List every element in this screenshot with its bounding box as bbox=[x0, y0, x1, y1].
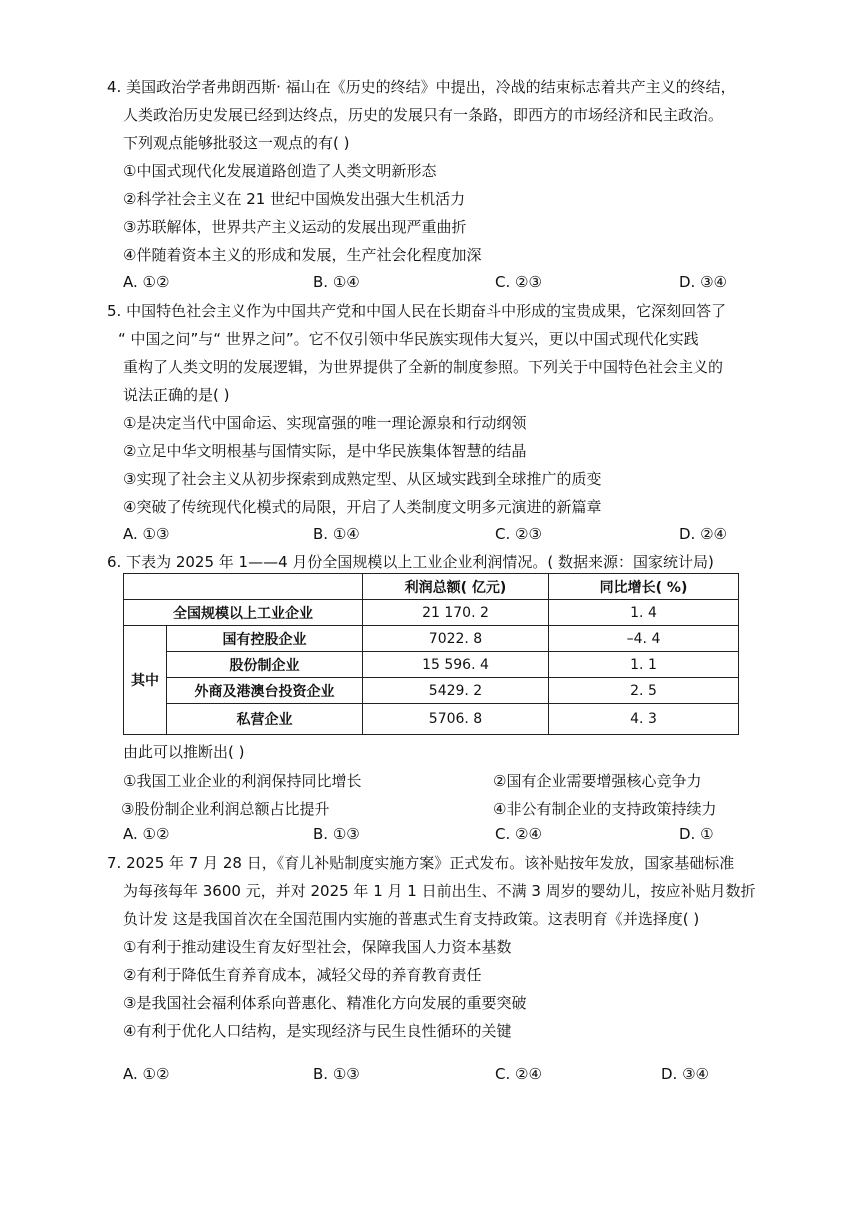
q5-statement-3: ③实现了社会主义从初步探索到成熟定型、从区域实践到全球推广的质变 bbox=[123, 470, 602, 488]
q4-option-b[interactable]: B. ①④ bbox=[313, 273, 360, 291]
q5-option-b[interactable]: B. ①④ bbox=[313, 525, 360, 543]
q4-option-a[interactable]: A. ①② bbox=[123, 273, 170, 291]
q5-stem-line-1: 5. 中国特色社会主义作为中国共产党和中国人民在长期奋斗中形成的宝贵成果，它深刻回答了 bbox=[107, 302, 727, 320]
table-row bbox=[124, 600, 739, 626]
table-cell-growth: 2. 5 bbox=[549, 678, 739, 704]
table-header-empty bbox=[124, 574, 363, 600]
table-cell-profit: 7022. 8 bbox=[363, 626, 549, 652]
q6-prompt: 由此可以推断出( ) bbox=[123, 743, 245, 761]
q5-stem-line-2: “ 中国之问”与“ 世界之问”。它不仅引领中华民族实现伟大复兴，更以中国式现代化实践 bbox=[118, 330, 699, 348]
q6-stem-line-1: 6. 下表为 2025 年 1——4 月份全国规模以上工业企业利润情况。( 数据来源：国家统计局) bbox=[107, 553, 714, 571]
q6-statement-1: ①我国工业企业的利润保持同比增长 bbox=[123, 772, 362, 790]
q5-statement-2: ②立足中华文明根基与国情实际，是中华民族集体智慧的结晶 bbox=[123, 442, 527, 460]
table-row bbox=[124, 678, 739, 704]
q4-statement-4: ④伴随着资本主义的形成和发展，生产社会化程度加深 bbox=[123, 246, 482, 264]
table-row bbox=[124, 652, 739, 678]
q4-option-d[interactable]: D. ③④ bbox=[679, 273, 727, 291]
q6-option-b[interactable]: B. ①③ bbox=[313, 825, 360, 843]
q4-statement-3: ③苏联解体，世界共产主义运动的发展出现严重曲折 bbox=[123, 218, 467, 236]
q4-statement-2: ②科学社会主义在 21 世纪中国焕发出强大生机活力 bbox=[123, 190, 466, 208]
table-cell-profit: 15 596. 4 bbox=[363, 652, 549, 678]
table-header-row bbox=[124, 574, 739, 600]
q4-option-c[interactable]: C. ②③ bbox=[495, 273, 542, 291]
q4-stem-line-2: 人类政治历史发展已经到达终点，历史的发展只有一条路，即西方的市场经济和民主政治。 bbox=[123, 106, 724, 124]
table-row bbox=[124, 704, 739, 735]
table-cell-growth: 1. 1 bbox=[549, 652, 739, 678]
table-cell-profit: 5429. 2 bbox=[363, 678, 549, 704]
q5-statement-4: ④突破了传统现代化模式的局限，开启了人类制度文明多元演进的新篇章 bbox=[123, 498, 602, 516]
table-header-profit: 利润总额( 亿元) bbox=[363, 574, 549, 600]
q7-option-a[interactable]: A. ①② bbox=[123, 1065, 170, 1083]
q7-stem-line-2: 为每孩每年 3600 元，并对 2025 年 1 月 1 日前出生、不满 3 周岁的婴幼儿，按应补贴月数折 bbox=[123, 882, 756, 900]
q7-option-b[interactable]: B. ①③ bbox=[313, 1065, 360, 1083]
q7-option-c[interactable]: C. ②④ bbox=[495, 1065, 542, 1083]
q7-stem-line-1: 7. 2025 年 7 月 28 日，《育儿补贴制度实施方案》正式发布。该补贴按年发放，国家基础标准 bbox=[107, 854, 735, 872]
q6-option-d[interactable]: D. ① bbox=[679, 825, 714, 843]
q5-options bbox=[123, 524, 743, 544]
table-cell-profit: 5706. 8 bbox=[363, 704, 549, 735]
q6-option-a[interactable]: A. ①② bbox=[123, 825, 170, 843]
q4-stem-line-1: 4. 美国政治学者弗朗西斯· 福山在《历史的终结》中提出，冷战的结束标志着共产主义的终结， bbox=[107, 78, 736, 96]
q7-options bbox=[123, 1064, 743, 1084]
q6-statement-4: ④非公有制企业的支持政策持续力 bbox=[493, 800, 717, 818]
q7-statement-3: ③是我国社会福利体系向普惠化、精准化方向发展的重要突破 bbox=[123, 994, 527, 1012]
q5-option-c[interactable]: C. ②③ bbox=[495, 525, 542, 543]
q7-stem-line-3: 负计发 这是我国首次在全国范围内实施的普惠式生育支持政策。这表明育《并选择度( ) bbox=[123, 910, 700, 928]
table-row-label: 全国规模以上工业企业 bbox=[124, 600, 363, 626]
q6-option-c[interactable]: C. ②④ bbox=[495, 825, 542, 843]
q5-option-a[interactable]: A. ①③ bbox=[123, 525, 170, 543]
table-cell-profit: 21 170. 2 bbox=[363, 600, 549, 626]
q4-stem-line-3: 下列观点能够批驳这一观点的有( ) bbox=[123, 134, 350, 152]
table-cell-growth: 4. 3 bbox=[549, 704, 739, 735]
q5-stem-line-4: 说法正确的是( ) bbox=[123, 386, 230, 404]
q6-options bbox=[123, 824, 743, 844]
table-group-label: 其中 bbox=[124, 626, 167, 735]
q7-statement-4: ④有利于优化人口结构，是实现经济与民生良性循环的关键 bbox=[123, 1022, 512, 1040]
table-header-growth: 同比增长( %) bbox=[549, 574, 739, 600]
q5-stem-line-3: 重构了人类文明的发展逻辑，为世界提供了全新的制度参照。下列关于中国特色社会主义的 bbox=[123, 358, 724, 376]
table-row-label: 外商及港澳台投资企业 bbox=[167, 678, 363, 704]
q5-option-d[interactable]: D. ②④ bbox=[679, 525, 727, 543]
table-row-label: 私营企业 bbox=[167, 704, 363, 735]
q6-statement-3: ③股份制企业利润总额占比提升 bbox=[121, 800, 330, 818]
table-cell-growth: –4. 4 bbox=[549, 626, 739, 652]
q7-statement-1: ①有利于推动建设生育友好型社会，保障我国人力资本基数 bbox=[123, 938, 512, 956]
table-row bbox=[124, 626, 739, 652]
q4-statement-1: ①中国式现代化发展道路创造了人类文明新形态 bbox=[123, 162, 437, 180]
q5-statement-1: ①是决定当代中国命运、实现富强的唯一理论源泉和行动纲领 bbox=[123, 414, 527, 432]
profit-table bbox=[123, 573, 739, 735]
table-row-label: 股份制企业 bbox=[167, 652, 363, 678]
q6-statement-2: ②国有企业需要增强核心竞争力 bbox=[493, 772, 702, 790]
q7-option-d[interactable]: D. ③④ bbox=[661, 1065, 709, 1083]
table-row-label: 国有控股企业 bbox=[167, 626, 363, 652]
q7-statement-2: ②有利于降低生育养育成本，减轻父母的养育教育责任 bbox=[123, 966, 482, 984]
q4-options bbox=[123, 272, 743, 292]
table-cell-growth: 1. 4 bbox=[549, 600, 739, 626]
